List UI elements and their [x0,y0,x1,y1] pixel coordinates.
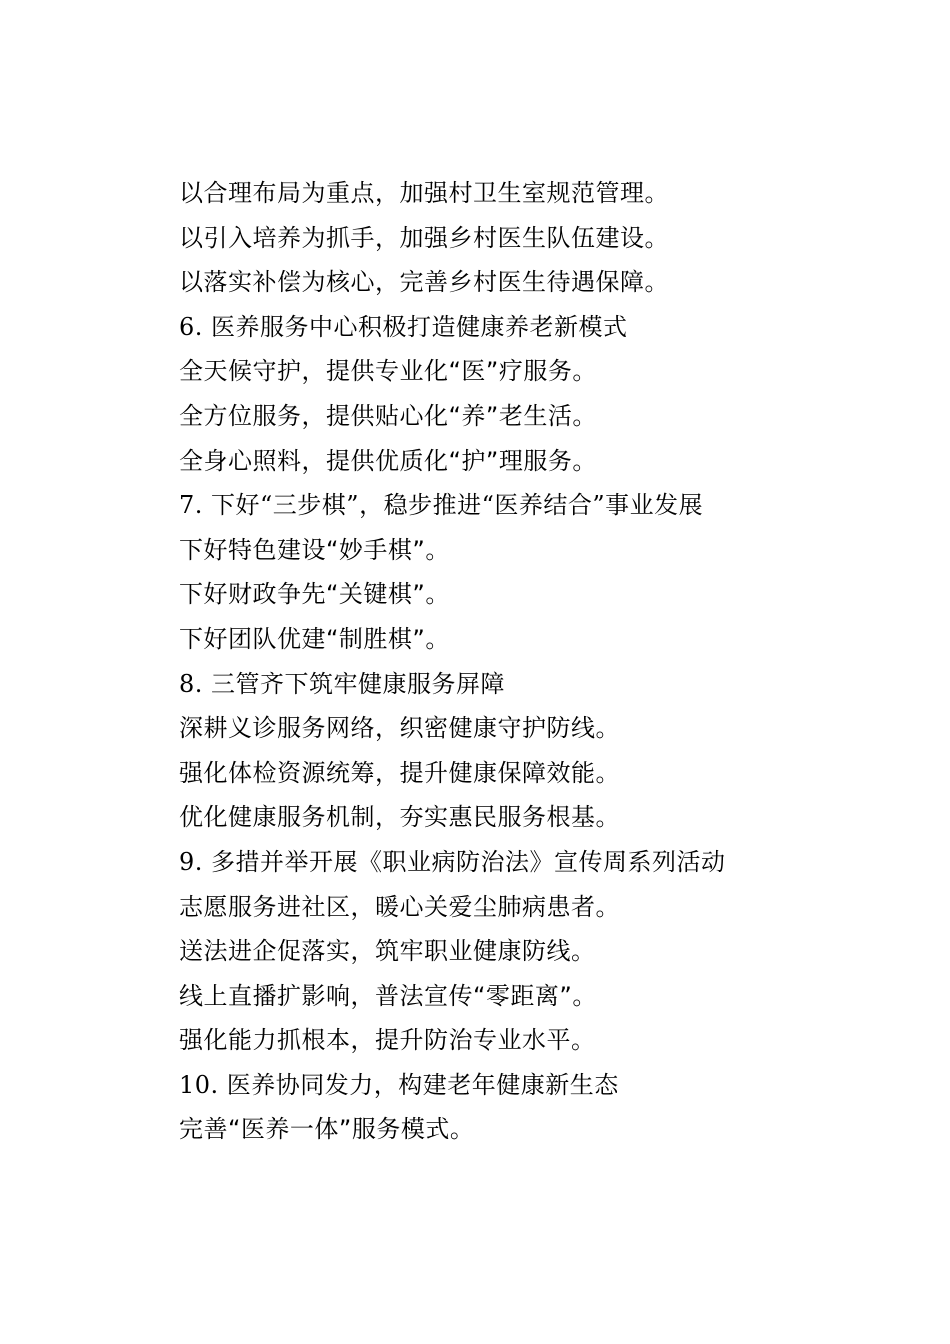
section-heading: 8. 三管齐下筑牢健康服务屏障 [179,669,506,698]
text-line: 完善“医养一体”服务模式。 [179,1115,475,1144]
text-line: 下好财政争先“关键棋”。 [179,580,450,609]
section-heading: 9. 多措并举开展《职业病防治法》宣传周系列活动 [179,847,726,876]
section-heading: 10. 医养协同发力，构建老年健康新生态 [179,1070,619,1099]
document-body [179,171,879,1152]
text-line: 志愿服务进社区，暖心关爱尘肺病患者。 [179,892,620,921]
text-line: 下好特色建设“妙手棋”。 [179,535,450,564]
text-line: 深耕义诊服务网络，织密健康守护防线。 [179,714,620,743]
text-line: 以合理布局为重点，加强村卫生室规范管理。 [179,179,669,207]
text-line: 送法进企促落实，筑牢职业健康防线。 [179,937,596,966]
text-line: 以引入培养为抓手，加强乡村医生队伍建设。 [179,223,669,252]
text-line: 强化能力抓根本，提升防治专业水平。 [179,1026,596,1055]
text-line: 优化健康服务机制，夯实惠民服务根基。 [179,803,620,832]
text-line: 下好团队优建“制胜棋”。 [179,624,450,653]
section-heading: 7. 下好“三步棋”，稳步推进“医养结合”事业发展 [179,491,704,520]
text-line: 以落实补偿为核心，完善乡村医生待遇保障。 [179,268,669,297]
text-line: 强化体检资源统筹，提升健康保障效能。 [179,758,620,787]
text-line: 全天候守护，提供专业化“医”疗服务。 [179,357,597,386]
section-heading: 6. 医养服务中心积极打造健康养老新模式 [179,312,628,341]
text-line: 全身心照料，提供优质化“护”理服务。 [179,446,597,475]
text-line: 线上直播扩影响，普法宣传“零距离”。 [179,981,597,1010]
text-line: 全方位服务，提供贴心化“养”老生活。 [179,401,597,430]
